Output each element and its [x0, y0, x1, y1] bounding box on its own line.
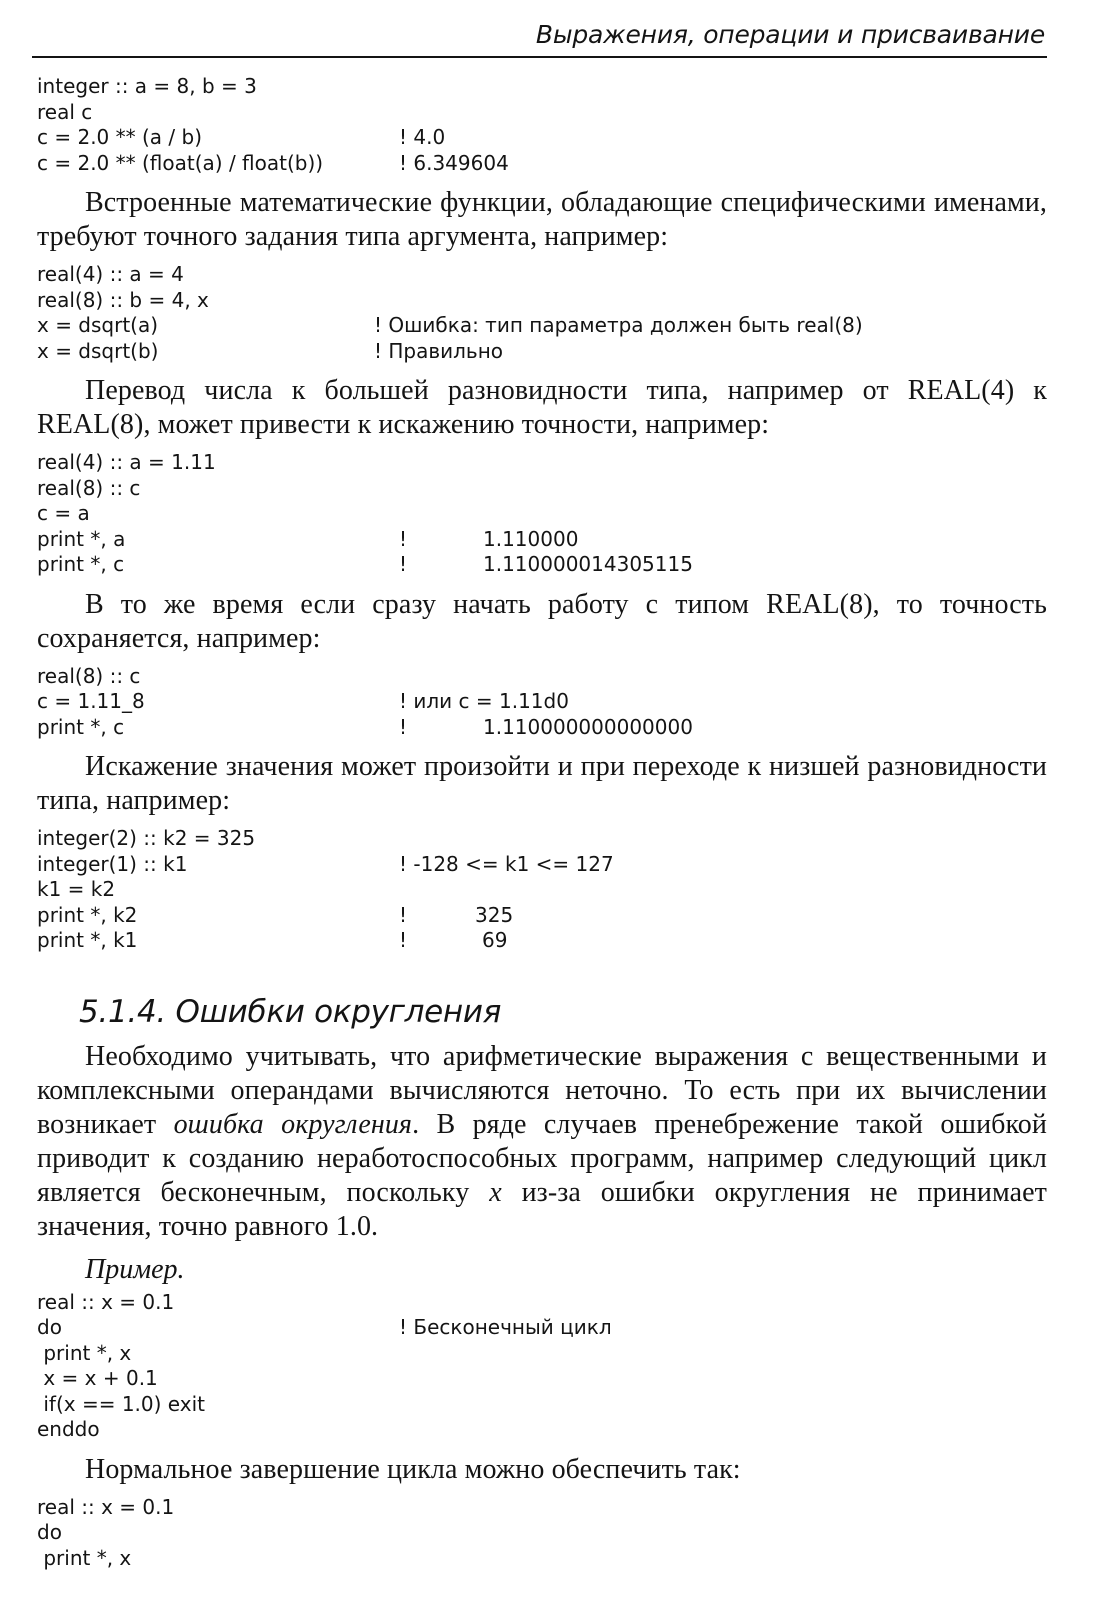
code-line	[37, 928, 1047, 954]
code-line	[37, 1417, 1047, 1443]
code-line	[37, 1392, 1047, 1418]
code-comment: ! Ошибка: тип параметра должен быть real(8)	[374, 313, 863, 337]
code-comment: ! -128 <= k1 <= 127	[399, 851, 614, 876]
body-paragraph: Встроенные математические функции, обладающие специфическими именами, требуют точного задания типа аргумента, например:	[37, 187, 1047, 252]
paragraph-text: Необходимо учитывать, что арифметические выражения с вещественными и комплексными операндами вычисляются неточно. То есть при их вычислении возникает	[37, 1040, 1047, 1140]
code-text: do	[37, 1315, 62, 1339]
code-line	[37, 903, 1047, 929]
variable-name: x	[489, 1176, 502, 1208]
code-text: print *, x	[37, 1340, 132, 1365]
body-paragraph: Искажение значения может произойти и при переходе к низшей разновидности типа, например:	[37, 751, 1047, 816]
code-line	[37, 1520, 1047, 1546]
code-text: print *, c	[37, 714, 125, 739]
code-line	[37, 262, 1047, 288]
body-paragraph: Нормальное завершение цикла можно обеспечить так:	[85, 1453, 741, 1485]
code-line	[37, 476, 1047, 502]
code-text: print *, k1	[37, 928, 138, 952]
code-line	[37, 1495, 1047, 1521]
code-block	[37, 664, 1047, 741]
page-content	[37, 74, 1047, 1571]
code-text: integer(1) :: k1	[37, 851, 188, 876]
code-text: if(x == 1.0) exit	[37, 1391, 205, 1416]
code-output: 325	[475, 902, 514, 927]
code-text: c = 2.0 ** (a / b)	[37, 125, 202, 149]
code-block	[37, 826, 1047, 954]
code-line	[37, 125, 1047, 151]
code-text: real :: x = 0.1	[37, 1494, 175, 1519]
code-text: c = 1.11_8	[37, 689, 145, 713]
code-line	[37, 100, 1047, 126]
running-header: Выражения, операции и присваивание	[535, 20, 1045, 49]
code-comment: ! или c = 1.11d0	[399, 689, 569, 713]
code-output: 69	[482, 928, 508, 952]
emphasized-term: ошибка округления	[173, 1108, 413, 1140]
code-comment: ! 6.349604	[399, 150, 509, 175]
code-comment: ! 4.0	[399, 125, 446, 149]
code-text: real(4) :: a = 4	[37, 262, 184, 286]
code-line	[37, 339, 1047, 365]
code-text: enddo	[37, 1417, 100, 1441]
paragraph-text: . В ряде случаев пренебрежение такой ошибкой приводит к созданию неработоспособных программ, например следующий цикл является бесконечным, поскольку	[37, 1108, 1047, 1208]
code-line	[37, 552, 1047, 578]
code-text: integer :: a = 8, b = 3	[37, 74, 257, 98]
code-block	[37, 450, 1047, 578]
code-comment: !	[399, 714, 408, 739]
body-paragraph: В то же время если сразу начать работу с типом REAL(8), то точность сохраняется, например:	[37, 588, 1047, 654]
code-output: 1.110000014305115	[483, 552, 693, 576]
code-text: x = x + 0.1	[37, 1366, 158, 1390]
code-line	[37, 74, 1047, 100]
header-rule	[32, 56, 1047, 58]
code-line	[37, 1290, 1047, 1316]
code-text: x = dsqrt(a)	[37, 313, 159, 337]
code-line	[37, 450, 1047, 476]
code-output: 1.110000	[483, 526, 579, 551]
code-text: real :: x = 0.1	[37, 1289, 175, 1314]
code-line	[37, 689, 1047, 715]
paragraph-text: из-за ошибки округления не принимает значения, точно равного 1.0.	[37, 1176, 1047, 1242]
code-text: x = dsqrt(b)	[37, 338, 159, 363]
code-text: print *, k2	[37, 902, 138, 927]
code-text: print *, c	[37, 552, 125, 576]
code-block	[37, 1290, 1047, 1443]
code-line	[37, 151, 1047, 177]
code-comment-mark: !	[399, 552, 408, 576]
code-text: c = 2.0 ** (float(a) / float(b))	[37, 150, 324, 175]
code-text: real(8) :: c	[37, 475, 141, 500]
code-line	[37, 826, 1047, 852]
code-comment-mark: !	[399, 526, 408, 551]
code-line	[37, 1546, 1047, 1572]
code-line	[37, 1315, 1047, 1341]
code-text: real(8) :: b = 4, x	[37, 287, 209, 312]
code-line	[37, 527, 1047, 553]
code-output: 1.110000000000000	[483, 714, 693, 739]
code-line	[37, 852, 1047, 878]
code-line	[37, 1341, 1047, 1367]
body-paragraph	[37, 1040, 1047, 1244]
body-paragraph: Перевод числа к большей разновидности типа, например от REAL(4) к REAL(8), может привести к искажению точности, например:	[37, 375, 1047, 440]
code-comment: ! Правильно	[374, 338, 504, 363]
code-comment-mark: !	[399, 928, 408, 952]
code-block	[37, 262, 1047, 364]
code-text: real(4) :: a = 1.11	[37, 450, 216, 474]
code-text: do	[37, 1520, 62, 1544]
code-line	[37, 877, 1047, 903]
code-line	[37, 501, 1047, 527]
code-text: print *, x	[37, 1545, 132, 1570]
code-block	[37, 1495, 1047, 1572]
code-line	[37, 313, 1047, 339]
example-label: Пример.	[85, 1253, 185, 1285]
code-comment-mark: !	[399, 902, 408, 927]
code-text: real(8) :: c	[37, 663, 141, 688]
code-text: real c	[37, 99, 93, 124]
code-text: c = a	[37, 501, 90, 525]
code-text: k1 = k2	[37, 877, 116, 901]
code-text: print *, a	[37, 526, 126, 551]
section-heading: 5.1.4. Ошибки округления	[79, 993, 502, 1030]
code-text: integer(2) :: k2 = 325	[37, 826, 256, 850]
code-line	[37, 288, 1047, 314]
code-line	[37, 1366, 1047, 1392]
code-line	[37, 664, 1047, 690]
code-line	[37, 715, 1047, 741]
code-comment: ! Бесконечный цикл	[399, 1315, 612, 1339]
code-block	[37, 74, 1047, 176]
